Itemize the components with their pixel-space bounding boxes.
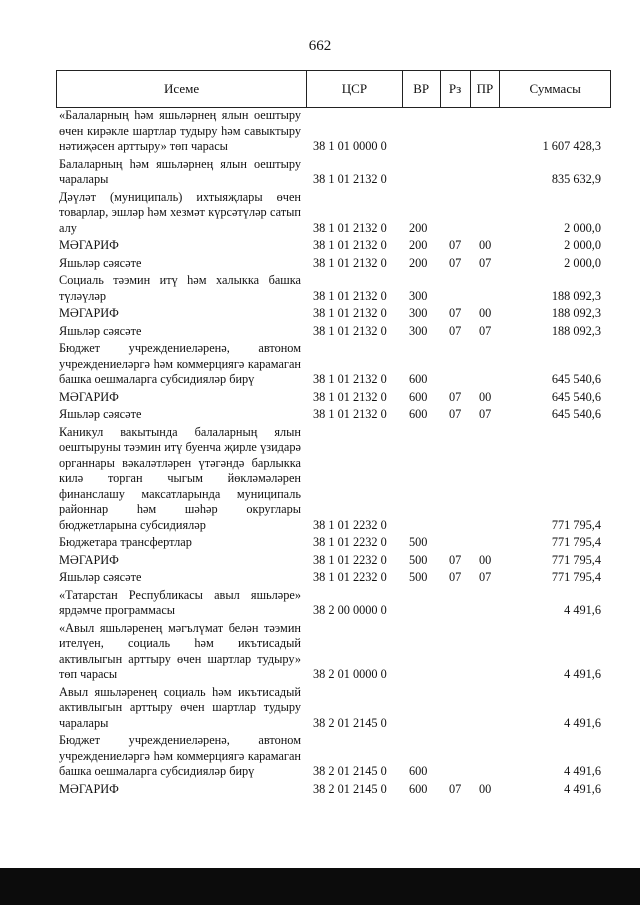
cell-vr: 600: [409, 372, 428, 386]
cell-csr: 38 1 01 2132 0: [313, 389, 387, 404]
header-vr: ВР: [403, 71, 441, 107]
cell-name: Балаларның һәм яшьләрнең ялын оештыру чаралары: [59, 156, 301, 186]
table-header: [56, 70, 611, 108]
cell-sum: 188 092,3: [551, 288, 601, 303]
table-row: [56, 407, 611, 423]
cell-sum: 4 491,6: [564, 764, 601, 778]
cell-sum: 4 491,6: [564, 667, 601, 681]
cell-sum: 2 000,0: [564, 220, 601, 235]
cell-name: Бюджет учреждениеләренә, автоном учреждениеләргә һәм коммерциягә карамаган башка оешмаларга субсидияләр бирү: [59, 733, 301, 778]
cell-sum: 2 000,0: [564, 238, 601, 252]
cell-vr: 200: [409, 220, 428, 235]
cell-vr: 600: [409, 407, 428, 421]
cell-sum: 4 491,6: [564, 781, 601, 796]
scan-edge: [0, 868, 640, 905]
cell-name: Яшьләр сәясәте: [59, 570, 142, 584]
cell-csr: 38 1 01 0000 0: [313, 139, 387, 153]
cell-sum: 771 795,4: [551, 535, 601, 549]
table-row: [56, 685, 611, 732]
cell-rz: 07: [449, 389, 462, 404]
table-row: [56, 425, 611, 534]
cell-vr: 200: [409, 238, 428, 252]
cell-rz: 07: [449, 552, 462, 567]
cell-csr: 38 1 01 2232 0: [313, 570, 387, 584]
cell-pr: 07: [479, 570, 492, 584]
cell-rz: 07: [449, 306, 462, 320]
cell-csr: 38 1 01 2232 0: [313, 552, 387, 567]
cell-csr: 38 1 01 2132 0: [313, 255, 387, 270]
table-row: [56, 190, 611, 237]
cell-name: МӘГАРИФ: [59, 238, 119, 252]
cell-name: МӘГАРИФ: [59, 552, 119, 567]
cell-sum: 645 540,6: [551, 389, 601, 404]
cell-rz: 07: [449, 407, 462, 421]
cell-sum: 835 632,9: [551, 172, 601, 186]
cell-vr: 500: [409, 552, 428, 567]
cell-sum: 645 540,6: [551, 407, 601, 421]
header-name: Исеме: [57, 71, 307, 107]
cell-pr: 07: [479, 323, 492, 338]
cell-pr: 07: [479, 255, 492, 270]
table-row: [56, 273, 611, 304]
cell-sum: 645 540,6: [551, 372, 601, 386]
cell-csr: 38 1 01 2132 0: [313, 288, 387, 303]
cell-name: Дәүләт (муниципаль) ихтыяҗлары өчен товарлар, эшләр һәм хезмәт күрсәтүләр сатып алу: [59, 189, 301, 235]
cell-rz: 07: [449, 238, 462, 252]
cell-csr: 38 1 01 2132 0: [313, 372, 387, 386]
table-row: [56, 553, 611, 569]
table-row: [56, 341, 611, 388]
header-csr: ЦСР: [307, 71, 403, 107]
table-row: [56, 108, 611, 155]
cell-name: Яшьләр сәясәте: [59, 323, 142, 338]
cell-sum: 188 092,3: [551, 323, 601, 338]
cell-sum: 771 795,4: [551, 517, 601, 532]
cell-sum: 771 795,4: [551, 570, 601, 584]
table-row: [56, 535, 611, 551]
cell-csr: 38 1 01 2132 0: [313, 323, 387, 338]
cell-name: Социаль тәэмин итү һәм халыкка башка түләүләр: [59, 273, 301, 303]
cell-name: Бюджет учреждениеләренә, автоном учреждениеләргә һәм коммерциягә карамаган башка оешмаларга субсидияләр бирү: [59, 341, 301, 386]
table-row: [56, 390, 611, 406]
cell-csr: 38 2 01 0000 0: [313, 667, 387, 681]
cell-sum: 4 491,6: [564, 715, 601, 730]
table-row: [56, 782, 611, 798]
table-body: [56, 108, 611, 797]
table-row: [56, 621, 611, 683]
cell-csr: 38 1 01 2232 0: [313, 535, 387, 549]
cell-sum: 188 092,3: [551, 306, 601, 320]
cell-name: Яшьләр сәясәте: [59, 407, 142, 421]
cell-csr: 38 1 01 2132 0: [313, 172, 387, 186]
cell-vr: 200: [409, 255, 428, 270]
cell-vr: 300: [409, 288, 428, 303]
cell-name: МӘГАРИФ: [59, 306, 119, 320]
cell-rz: 07: [449, 255, 462, 270]
cell-pr: 00: [479, 389, 492, 404]
cell-csr: 38 2 01 2145 0: [313, 715, 387, 730]
cell-csr: 38 2 01 2145 0: [313, 764, 387, 778]
cell-name: МӘГАРИФ: [59, 781, 119, 796]
cell-vr: 300: [409, 323, 428, 338]
cell-vr: 600: [409, 764, 428, 778]
cell-csr: 38 1 01 2132 0: [313, 238, 387, 252]
cell-name: Каникул вакытында балаларның ялын оештыруны тәэмин итү буенча җирле үзидарә органнары вәкаләтләрен үтәгәндә барлыкка килә торган чыгым йөкләмәләрен финанслашу максатларында муниципаль районнар һәм шәһәр округлары бюджетларына субсидияләр: [59, 424, 301, 532]
cell-name: Авыл яшьләренең социаль һәм икътисадый активлыгын арттыру өчен шартлар тудыру чаралары: [59, 684, 301, 730]
table-row: [56, 324, 611, 340]
cell-name: «Балаларның һәм яшьләрнең ялын оештыру өчен кирәкле шартлар тудыру һәм савыктыру нәтиҗәсен арттыру» төп чарасы: [59, 108, 301, 153]
cell-name: «Авыл яшьләренең мәгълүмат белән тәэмин ителүен, социаль һәм икътисадый активлыгын арттыру өчен шартлар тудыру» төп чарасы: [59, 620, 301, 681]
table-row: [56, 157, 611, 188]
cell-name: МӘГАРИФ: [59, 389, 119, 404]
cell-pr: 00: [479, 238, 492, 252]
cell-pr: 00: [479, 781, 492, 796]
table-row: [56, 256, 611, 272]
cell-pr: 07: [479, 407, 492, 421]
cell-csr: 38 1 01 2132 0: [313, 220, 387, 235]
table-row: [56, 588, 611, 619]
table-row: [56, 238, 611, 254]
cell-rz: 07: [449, 781, 462, 796]
cell-csr: 38 1 01 2132 0: [313, 306, 387, 320]
cell-name: Яшьләр сәясәте: [59, 255, 142, 270]
cell-rz: 07: [449, 323, 462, 338]
cell-sum: 1 607 428,3: [542, 139, 601, 153]
cell-csr: 38 1 01 2132 0: [313, 407, 387, 421]
cell-csr: 38 2 00 0000 0: [313, 603, 387, 617]
cell-sum: 4 491,6: [564, 603, 601, 617]
cell-vr: 500: [409, 570, 428, 584]
cell-pr: 00: [479, 306, 492, 320]
cell-name: «Татарстан Республикасы авыл яшьләре» ярдәмче программасы: [59, 587, 301, 617]
cell-vr: 300: [409, 306, 428, 320]
cell-vr: 500: [409, 535, 428, 549]
table-row: [56, 733, 611, 780]
header-pr: ПР: [471, 71, 501, 107]
page-number: 662: [308, 38, 332, 54]
table-row: [56, 570, 611, 586]
header-sum: Суммасы: [529, 81, 581, 96]
table-row: [56, 306, 611, 322]
header-rz: Рз: [441, 71, 471, 107]
cell-sum: 2 000,0: [564, 255, 601, 270]
cell-vr: 600: [409, 781, 428, 796]
cell-name: Бюджетара трансфертлар: [59, 535, 192, 549]
cell-pr: 00: [479, 552, 492, 567]
cell-sum: 771 795,4: [551, 552, 601, 567]
cell-csr: 38 1 01 2232 0: [313, 517, 387, 532]
cell-csr: 38 2 01 2145 0: [313, 781, 387, 796]
cell-rz: 07: [449, 570, 462, 584]
cell-vr: 600: [409, 389, 428, 404]
